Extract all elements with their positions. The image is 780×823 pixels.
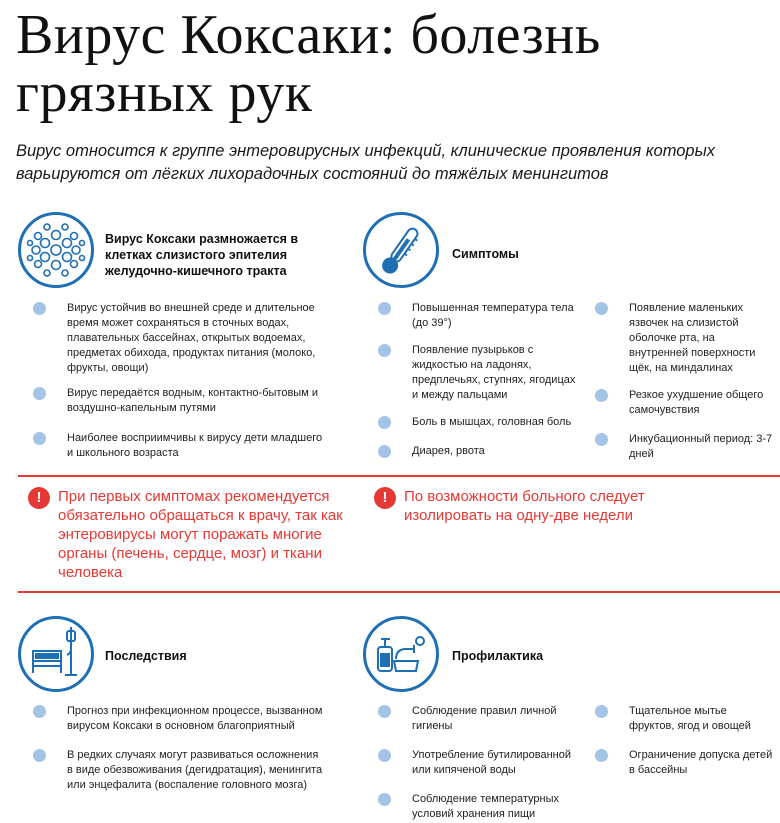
bullet-dot-icon	[33, 387, 46, 400]
divider-top	[18, 475, 780, 477]
bullet-dot-icon	[33, 705, 46, 718]
symptoms-list-2	[595, 301, 775, 462]
list-item: Резкое ухудшение общего самочувствия	[595, 388, 775, 418]
list-item: Появление маленьких язвочек на слизистой оболочке рта, на внутренней поверхности щёк, на миндалинах	[595, 301, 775, 376]
warning-icon: !	[28, 487, 50, 509]
warning-isolation: ! По возможности больного следует изолировать на одну-две недели	[374, 487, 704, 547]
prevention-heading: Профилактика	[452, 649, 544, 663]
bullet-dot-icon	[595, 705, 608, 718]
virus-list	[33, 301, 325, 461]
list-item: Тщательное мытье фруктов, ягод и овощей	[595, 704, 775, 734]
list-item: Употребление бутилированной или кипяченой воды	[378, 748, 584, 778]
page-title: Вирус Коксаки: болезнь грязных рук	[16, 4, 601, 124]
consequences-list	[33, 704, 323, 793]
bullet-dot-icon	[33, 302, 46, 315]
bullet-dot-icon	[378, 705, 391, 718]
bullet-dot-icon	[378, 344, 391, 357]
bullet-dot-icon	[378, 416, 391, 429]
hospital-bed-icon	[18, 616, 94, 692]
bullet-dot-icon	[595, 749, 608, 762]
divider-bottom	[18, 591, 780, 593]
bullet-dot-icon	[595, 302, 608, 315]
prevention-list-2	[595, 704, 775, 778]
list-item: Диарея, рвота	[378, 444, 584, 459]
list-item: Наиболее восприимчивы к вирусу дети младшего и школьного возраста	[33, 431, 325, 461]
bullet-dot-icon	[378, 749, 391, 762]
bullet-dot-icon	[378, 793, 391, 806]
list-item: Соблюдение температурных условий хранения пищи	[378, 792, 584, 822]
page-subtitle: Вирус относится к группе энтеровирусных инфекций, клинические проявления которых варьируются от лёгких лихорадочных состояний до тяжёлых менингитов	[16, 142, 716, 183]
warning-doctor: ! При первых симптомах рекомендуется обязательно обращаться к врачу, так как энтеровирусы могут поражать многие органы (печень, сердце, мозг) и ткани человека	[28, 487, 358, 587]
list-item: Повышенная температура тела (до 39°)	[378, 301, 584, 331]
list-item: Ограничение допуска детей в бассейны	[595, 748, 775, 778]
list-item: Боль в мышцах, головная боль	[378, 415, 584, 430]
symptoms-heading: Симптомы	[452, 247, 519, 261]
virus-icon	[18, 212, 94, 288]
bullet-dot-icon	[33, 432, 46, 445]
bullet-dot-icon	[595, 389, 608, 402]
warning-icon: !	[374, 487, 396, 509]
bullet-dot-icon	[378, 445, 391, 458]
list-item: В редких случаях могут развиваться осложнения в виде обезвоживания (дегидратация), менингита или энцефалита (воспаление головного мозга)	[33, 748, 323, 793]
list-item: Соблюдение правил личной гигиены	[378, 704, 584, 734]
list-item: Инкубационный период: 3-7 дней	[595, 432, 775, 462]
thermometer-icon	[363, 212, 439, 288]
virus-heading: Вирус Коксаки размножается в клетках слизистого эпителия желудочно-кишечного тракта	[105, 232, 299, 278]
bullet-dot-icon	[33, 749, 46, 762]
consequences-heading: Последствия	[105, 649, 187, 663]
list-item: Вирус передаётся водным, контактно-бытовым и воздушно-капельным путями	[33, 386, 325, 416]
hygiene-icon	[363, 616, 439, 692]
prevention-list-1	[378, 704, 584, 822]
bullet-dot-icon	[378, 302, 391, 315]
bullet-dot-icon	[595, 433, 608, 446]
symptoms-list-1	[378, 301, 584, 459]
list-item: Вирус устойчив во внешней среде и длительное время может сохраняться в сточных водах, плавательных бассейнах, открытых водоемах, предметах обихода, продуктах питания (молоко, фрукты, овощи)	[33, 301, 325, 376]
list-item: Появление пузырьков с жидкостью на ладонях, предплечьях, ступнях, ягодицах и между пальцами	[378, 343, 584, 403]
list-item: Прогноз при инфекционном процессе, вызванном вирусом Коксаки в основном благоприятный	[33, 704, 323, 734]
